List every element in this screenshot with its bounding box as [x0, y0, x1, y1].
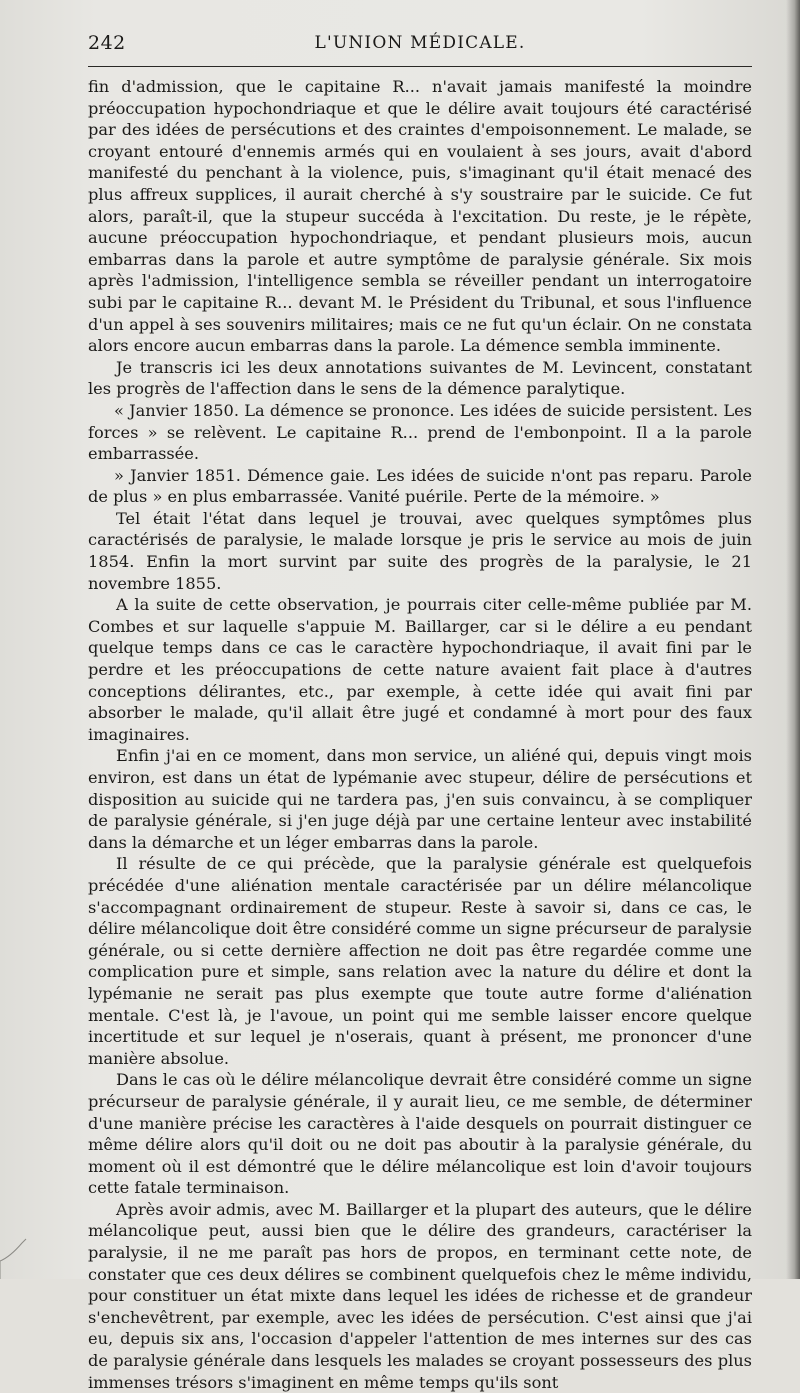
paragraph: Enfin j'ai en ce moment, dans mon service, un aliéné qui, depuis vingt mois environ, est dans un état de lypémanie avec stupeur, délire de persécutions et disposition au suicide qui ne tardera pas, j'en suis convaincu, à se compliquer de paralysie générale, si j'en juge déjà par une certaine lenteur avec instabilité dans la démarche et un léger embarras dans la parole. — [88, 746, 752, 852]
paragraph: Dans le cas où le délire mélancolique devrait être considéré comme un signe précurseur de paralysie générale, il y aurait lieu, ce me semble, de déterminer d'une manière précise les caractères à l'aide desquels on pourrait distinguer ce même délire alors qu'il doit ou ne doit pas aboutir à la paralysie générale, du moment où il est démontré que le délire mélancolique est loin d'avoir toujours cette fatale terminaison. — [88, 1070, 752, 1198]
page-corner-fold — [0, 1239, 60, 1279]
page-edge-shadow — [786, 0, 800, 1279]
paragraph-continued: fin d'admission, que le capitaine R... n'avait jamais manifesté la moindre préoccupation hypochondriaque et que le délire avait toujours été caractérisé par des idées de persécutions et des craintes d'empoisonnement. Le malade, se croyant entouré d'ennemis armés qui en voulaient à ses jours, avait d'abord manifesté du penchant à la violence, puis, s'imaginant qu'il était menacé des plus affreux supplices, il aurait cherché à s'y soustraire par le suicide. Ce fut alors, paraît-il, que la stupeur succéda à l'excitation. Du reste, je le répète, aucune préoccupation hypochondriaque, et pendant plusieurs mois, aucun embarras dans la parole et autre symptôme de paralysie générale. Six mois après l'admission, l'intelligence sembla se réveiller pendant un interrogatoire subi par le capitaine R... devant M. le Président du Tribunal, et sous l'influence d'un appel à ses souvenirs militaires; mais ce ne fut qu'un éclair. On ne constata alors encore aucun embarras dans la parole. La démence sembla imminente. — [88, 77, 752, 356]
quotation-paragraph: » Janvier 1851. Démence gaie. Les idées de suicide n'ont pas reparu. Parole de plus » en plus embarrassée. Vanité puérile. Perte de la mémoire. » — [88, 465, 752, 507]
page-number: 242 — [88, 32, 126, 54]
header-rule — [88, 66, 752, 67]
page-header — [88, 32, 752, 60]
paragraph: Après avoir admis, avec M. Baillarger et la plupart des auteurs, que le délire mélancolique peut, aussi bien que le délire des grandeurs, caractériser la paralysie, il ne me paraît pas hors de propos, en terminant cette note, de constater que ces deux délires se combinent quelquefois chez le même individu, pour constituer un état mixte dans lequel les idées de richesse et de grandeur s'enchevêtrent, par exemple, avec les idées de persécution. C'est ainsi que j'ai eu, depuis six ans, l'occasion d'appeler l'attention de mes internes sur des cas de paralysie générale dans lesquels les malades se croyant possesseurs des plus immenses trésors s'imaginent en même temps qu'ils sont — [88, 1199, 752, 1392]
paragraph: Tel était l'état dans lequel je trouvai, avec quelques symptômes plus caractérisés de paralysie, le malade lorsque je pris le service au mois de juin 1854. Enfin la mort survint par suite des progrès de la paralysie, le 21 novembre 1855. — [88, 508, 752, 593]
paragraph: A la suite de cette observation, je pourrais citer celle-même publiée par M. Combes et sur laquelle s'appuie M. Baillarger, car si le délire a eu pendant quelque temps dans ce cas le caractère hypochondriaque, il avait fini par le perdre et les préoccupations de cette nature avaient fait place à d'autres conceptions délirantes, etc., par exemple, à cette idée qui avait fini par absorber le malade, qu'il allait être jugé et condamné à mort pour des faux imaginaires. — [88, 595, 752, 744]
running-title: L'UNION MÉDICALE. — [314, 33, 526, 53]
quotation-paragraph: « Janvier 1850. La démence se prononce. Les idées de suicide persistent. Les forces » se relèvent. Le capitaine R... prend de l'embonpoint. Il a la parole embarrassée. — [88, 400, 752, 464]
paragraph: Il résulte de ce qui précède, que la paralysie générale est quelquefois précédée d'une aliénation mentale caractérisée par un délire mélancolique s'accompagnant ordinairement de stupeur. Reste à savoir si, dans ce cas, le délire mélancolique doit être considéré comme un signe précurseur de paralysie générale, ou si cette dernière affection ne doit pas être regardée comme une complication pure et simple, sans relation avec la nature du délire et dont la lypémanie ne serait pas plus exempte que toute autre forme d'aliénation mentale. C'est là, je l'avoue, un point qui me semble laisser encore quelque incertitude et sur lequel je n'oserais, quant à présent, me prononcer d'une manière absolue. — [88, 854, 752, 1068]
paragraph: Je transcris ici les deux annotations suivantes de M. Levincent, constatant les progrès de l'affection dans le sens de la démence paralytique. — [88, 357, 752, 399]
body-text — [88, 76, 752, 1393]
